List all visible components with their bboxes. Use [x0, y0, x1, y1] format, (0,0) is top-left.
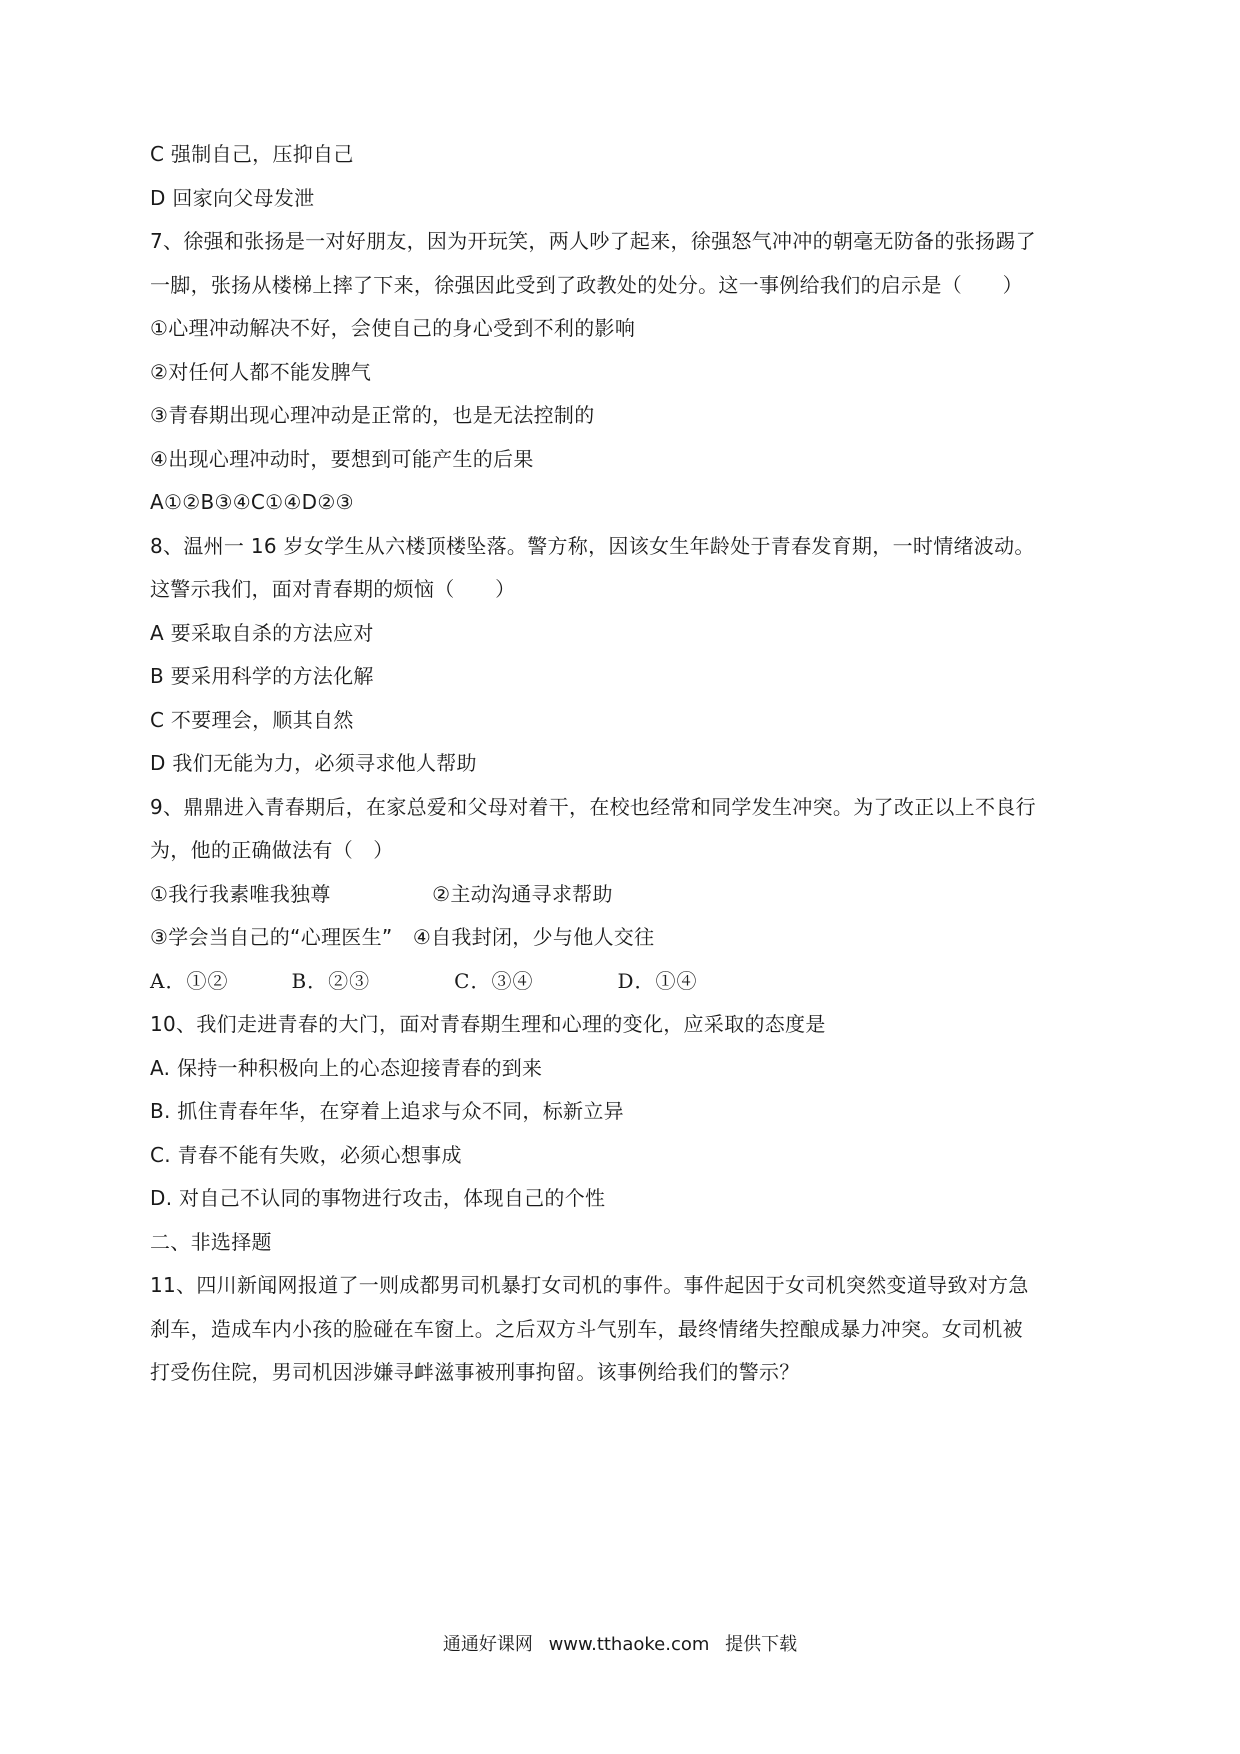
footer-note: 提供下载: [725, 1634, 798, 1655]
text-line: C. 青春不能有失败，必须心想事成: [150, 1143, 462, 1167]
text-line: 打受伤住院，男司机因涉嫌寻衅滋事被刑事拘留。该事例给我们的警示？: [150, 1360, 800, 1384]
text-line: A. 保持一种积极向上的心态迎接青春的到来: [150, 1056, 543, 1080]
text-line: C 强制自己，压抑自己: [150, 142, 354, 166]
page-footer: [0, 1632, 1240, 1658]
text-line: ③学会当自己的“心理医生” ④自我封闭，少与他人交往: [150, 925, 655, 949]
text-line: 刹车，造成车内小孩的脸碰在车窗上。之后双方斗气别车，最终情绪失控酿成暴力冲突。女司机被: [150, 1317, 1023, 1341]
question-11-text: 11、四川新闻网报道了一则成都男司机暴打女司机的事件。事件起因于女司机突然变道导致对方急: [150, 1273, 1029, 1297]
footer-url[interactable]: www.tthaoke.com: [548, 1634, 710, 1655]
text-line: ②对任何人都不能发脾气: [150, 360, 372, 384]
text-line: ④出现心理冲动时，要想到可能产生的后果: [150, 447, 534, 471]
text-line: ①心理冲动解决不好，会使自己的身心受到不利的影响: [150, 316, 636, 340]
question-10-text: 10、我们走进青春的大门，面对青春期生理和心理的变化，应采取的态度是: [150, 1012, 826, 1036]
question-9-text: 9、鼎鼎进入青春期后，在家总爱和父母对着干，在校也经常和同学发生冲突。为了改正以上不良行: [150, 795, 1036, 819]
text-line: D 我们无能为力，必须寻求他人帮助: [150, 751, 477, 775]
text-line: ③青春期出现心理冲动是正常的，也是无法控制的: [150, 403, 595, 427]
text-line: B 要采用科学的方法化解: [150, 664, 374, 688]
text-line: 一脚，张扬从楼梯上摔了下来，徐强因此受到了政教处的处分。这一事例给我们的启示是（ ）: [150, 273, 1023, 297]
text-line: ①我行我素唯我独尊 ②主动沟通寻求帮助: [150, 882, 613, 906]
answer-options: A．①② B．②③ C．③④ D．①④: [150, 969, 698, 993]
text-line: C 不要理会，顺其自然: [150, 708, 354, 732]
text-line: D. 对自己不认同的事物进行攻击，体现自己的个性: [150, 1186, 606, 1210]
question-7-text: 7、徐强和张扬是一对好朋友，因为开玩笑，两人吵了起来，徐强怒气冲冲的朝毫无防备的张扬踢了: [150, 229, 1036, 253]
text-line: D 回家向父母发泄: [150, 186, 315, 210]
text-line: A 要采取自杀的方法应对: [150, 621, 374, 645]
text-line: 这警示我们，面对青春期的烦恼（ ）: [150, 577, 516, 601]
text-line: 为，他的正确做法有（ ）: [150, 838, 394, 862]
section-heading: 二、非选择题: [150, 1230, 272, 1254]
text-line: B. 抓住青春年华，在穿着上追求与众不同，标新立异: [150, 1099, 624, 1123]
footer-site-name: 通通好课网: [442, 1634, 533, 1655]
question-8-text: 8、温州一 16 岁女学生从六楼顶楼坠落。警方称，因该女生年龄处于青春发育期，一时情绪波动。: [150, 534, 1035, 558]
answer-options: A①②B③④C①④D②③: [150, 490, 354, 514]
